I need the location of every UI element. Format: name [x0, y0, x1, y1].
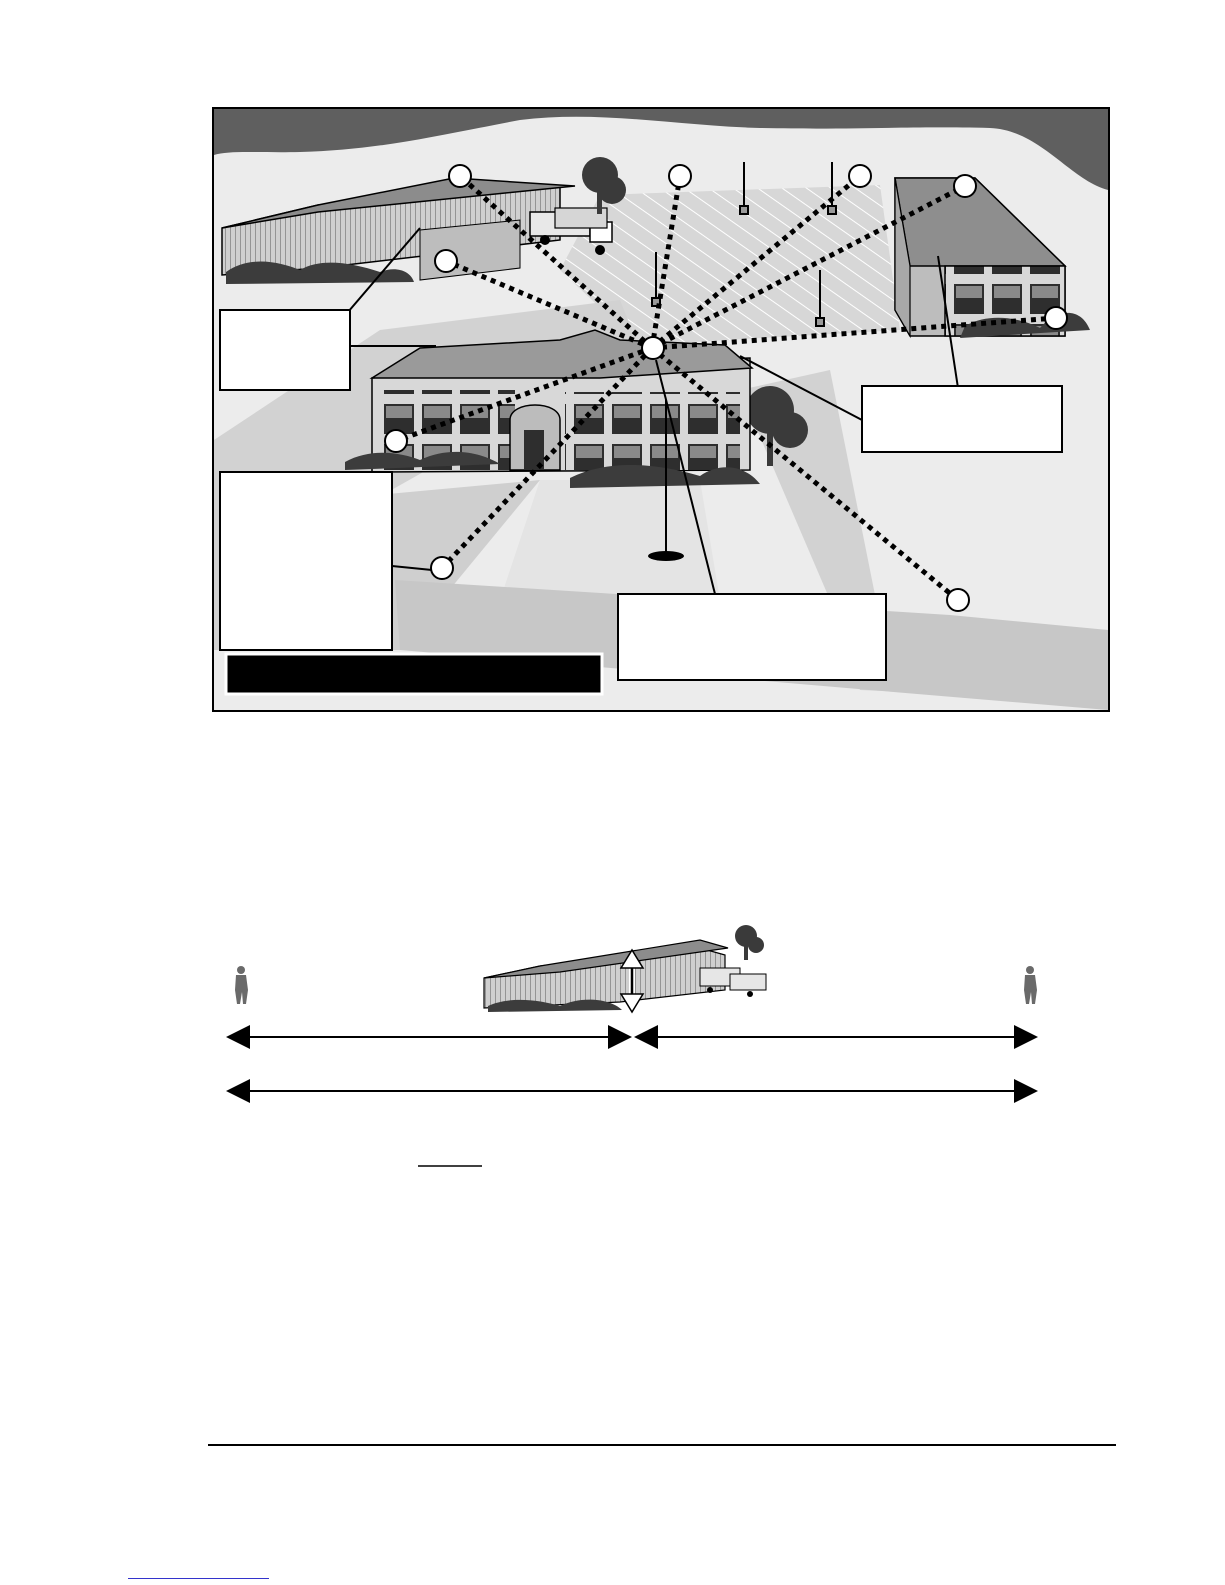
viewpoint-marker	[385, 430, 407, 452]
viewpoint-marker	[1045, 307, 1067, 329]
distance-diagram	[228, 925, 1037, 1091]
viewpoint-marker	[449, 165, 471, 187]
site-illustration	[213, 108, 1109, 711]
viewpoint-marker	[669, 165, 691, 187]
footer-link[interactable]	[128, 1562, 269, 1579]
viewpoint-marker	[849, 165, 871, 187]
person-icon	[1024, 966, 1037, 1004]
viewpoint-marker	[435, 250, 457, 272]
callout-box-left-building	[220, 310, 350, 390]
figure-title-bar	[226, 654, 602, 694]
callout-box-center-point	[618, 594, 886, 680]
callout-box-right-building	[862, 386, 1062, 452]
viewpoint-marker	[947, 589, 969, 611]
callout-box-vantage-notes	[220, 472, 392, 650]
person-icon	[235, 966, 248, 1004]
viewpoint-marker	[954, 175, 976, 197]
tree-icon	[735, 925, 764, 960]
center-point-marker	[642, 337, 664, 359]
viewpoint-marker	[431, 557, 453, 579]
